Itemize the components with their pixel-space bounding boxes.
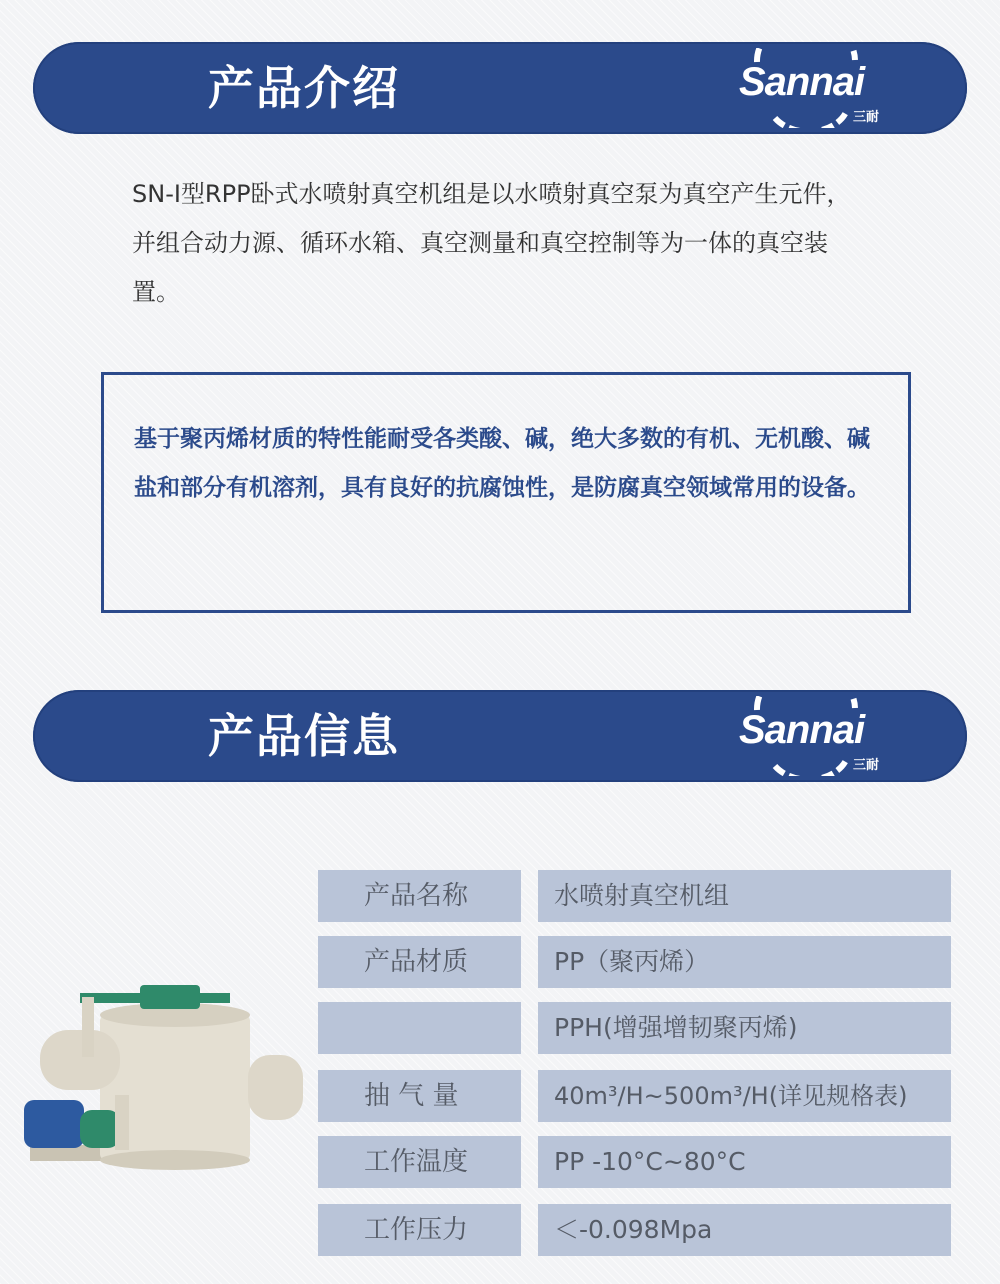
spec-label: 抽 气 量 — [318, 1070, 521, 1122]
logo-wordmark: Sannai — [739, 60, 865, 104]
table-row — [318, 1070, 951, 1122]
section-banner-intro — [33, 42, 967, 134]
table-row — [318, 1002, 951, 1054]
spec-label — [318, 1002, 521, 1054]
section-title: 产品信息 — [208, 709, 400, 763]
vacuum-unit-illustration — [20, 975, 310, 1175]
sannai-logo-icon — [735, 696, 895, 776]
spec-value: PP（聚丙烯） — [538, 936, 951, 988]
intro-paragraph: SN-I型RPP卧式水喷射真空机组是以水喷射真空泵为真空产生元件，并组合动力源、循环水箱、真空测量和真空控制等为一体的真空装置。 — [132, 180, 851, 306]
section-banner-info — [33, 690, 967, 782]
spec-value: 水喷射真空机组 — [538, 870, 951, 922]
spec-label: 工作压力 — [318, 1204, 521, 1256]
logo-subtext: 三耐 — [853, 758, 880, 773]
spec-label: 工作温度 — [318, 1136, 521, 1188]
section-title: 产品介绍 — [208, 61, 400, 115]
feature-paragraph: 基于聚丙烯材质的特性能耐受各类酸、碱，绝大多数的有机、无机酸、碱盐和部分有机溶剂，具有良好的抗腐蚀性，是防腐真空领域常用的设备。 — [134, 426, 870, 501]
spec-label: 产品名称 — [318, 870, 521, 922]
table-row — [318, 1136, 951, 1188]
table-row — [318, 1204, 951, 1256]
sannai-logo-icon — [735, 48, 895, 128]
logo-subtext: 三耐 — [853, 110, 880, 125]
logo-wordmark: Sannai — [739, 708, 865, 752]
table-row — [318, 870, 951, 922]
spec-value: PP -10°C~80°C — [538, 1136, 951, 1188]
spec-value: ＜-0.098Mpa — [538, 1204, 951, 1256]
spec-value: PPH(增强增韧聚丙烯) — [538, 1002, 951, 1054]
spec-label: 产品材质 — [318, 936, 521, 988]
table-row — [318, 936, 951, 988]
spec-value: 40m³/H~500m³/H(详见规格表) — [538, 1070, 951, 1122]
feature-box — [101, 372, 911, 613]
